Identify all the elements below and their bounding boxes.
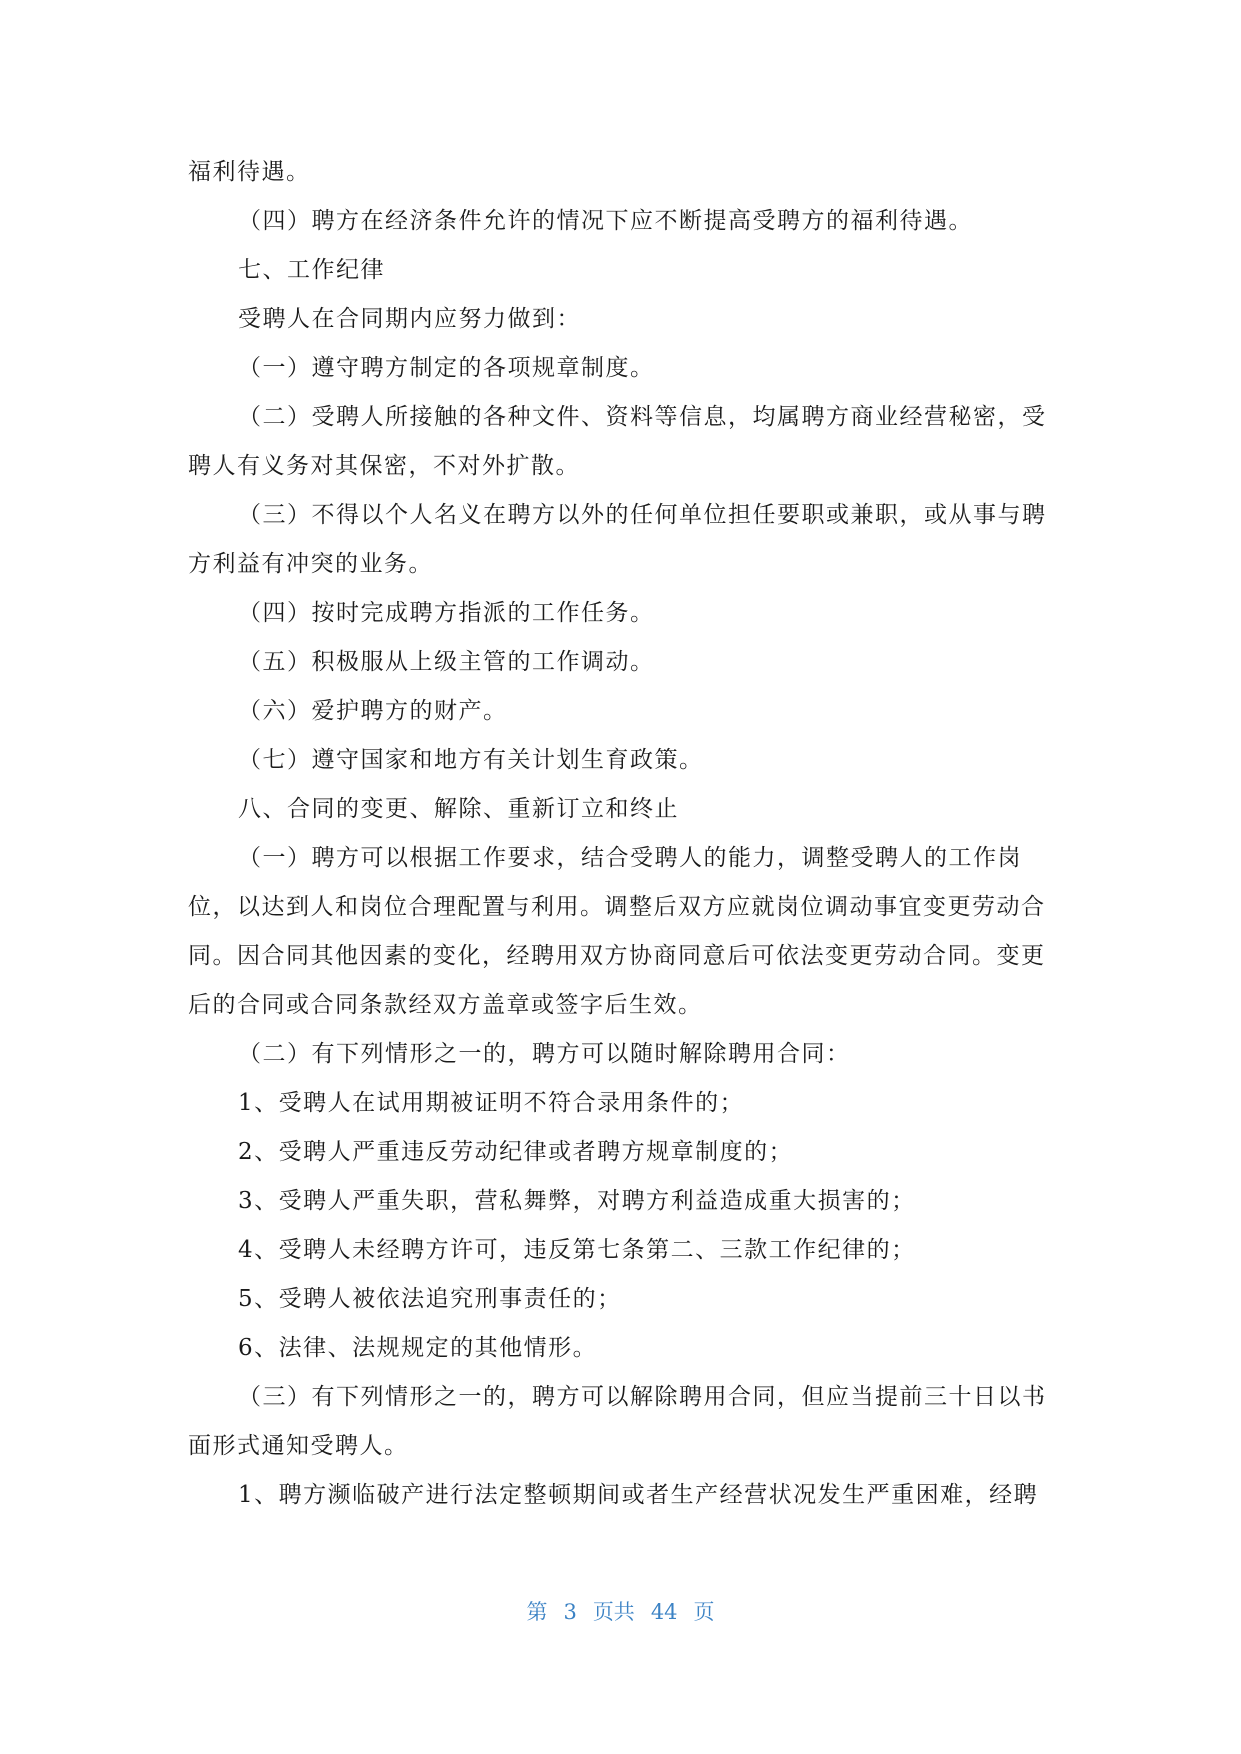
footer-suffix: 页 <box>693 1600 715 1624</box>
footer-prefix: 第 <box>526 1600 548 1624</box>
paragraph: （二）受聘人所接触的各种文件、资料等信息，均属聘方商业经营秘密，受聘人有义务对其保密，不对外扩散。 <box>188 404 1047 479</box>
paragraph: （四）聘方在经济条件允许的情况下应不断提高受聘方的福利待遇。 <box>238 208 973 234</box>
list-item: 5、受聘人被依法追究刑事责任的； <box>238 1286 622 1312</box>
paragraph: （三）有下列情形之一的，聘方可以解除聘用合同，但应当提前三十日以书面形式通知受聘人。 <box>188 1384 1047 1459</box>
list-item: 2、受聘人严重违反劳动纪律或者聘方规章制度的； <box>238 1139 794 1165</box>
footer-current-page: 3 <box>563 1600 577 1624</box>
paragraph: （五）积极服从上级主管的工作调动。 <box>238 649 655 675</box>
paragraph: （二）有下列情形之一的，聘方可以随时解除聘用合同： <box>238 1041 851 1067</box>
list-item: 1、受聘人在试用期被证明不符合录用条件的； <box>238 1090 745 1116</box>
section-heading: 八、合同的变更、解除、重新订立和终止 <box>238 796 679 822</box>
footer-middle: 页共 <box>592 1600 635 1624</box>
paragraph: 受聘人在合同期内应努力做到： <box>238 306 581 332</box>
document-body <box>188 148 1054 1520</box>
paragraph: （三）不得以个人名义在聘方以外的任何单位担任要职或兼职，或从事与聘方利益有冲突的业务。 <box>188 502 1047 577</box>
list-item: 3、受聘人严重失职，营私舞弊，对聘方利益造成重大损害的； <box>238 1188 916 1214</box>
paragraph: （一）聘方可以根据工作要求，结合受聘人的能力，调整受聘人的工作岗位，以达到人和岗位合理配置与利用。调整后双方应就岗位调动事宜变更劳动合同。因合同其他因素的变化，经聘用双方协商同意后可依法变更劳动合同。变更后的合同或合同条款经双方盖章或签字后生效。 <box>188 845 1046 1018</box>
list-item: 6、法律、法规规定的其他情形。 <box>238 1335 598 1361</box>
page-footer <box>0 1596 1241 1626</box>
paragraph: 福利待遇。 <box>188 159 311 185</box>
footer-total-pages: 44 <box>650 1600 678 1624</box>
paragraph: （一）遵守聘方制定的各项规章制度。 <box>238 355 655 381</box>
paragraph: （六）爱护聘方的财产。 <box>238 698 508 724</box>
paragraph: （四）按时完成聘方指派的工作任务。 <box>238 600 655 626</box>
list-item: 4、受聘人未经聘方许可，违反第七条第二、三款工作纪律的； <box>238 1237 916 1263</box>
list-item: 1、聘方濒临破产进行法定整顿期间或者生产经营状况发生严重困难，经聘 <box>238 1482 1039 1508</box>
section-heading: 七、工作纪律 <box>238 257 385 283</box>
paragraph: （七）遵守国家和地方有关计划生育政策。 <box>238 747 704 773</box>
